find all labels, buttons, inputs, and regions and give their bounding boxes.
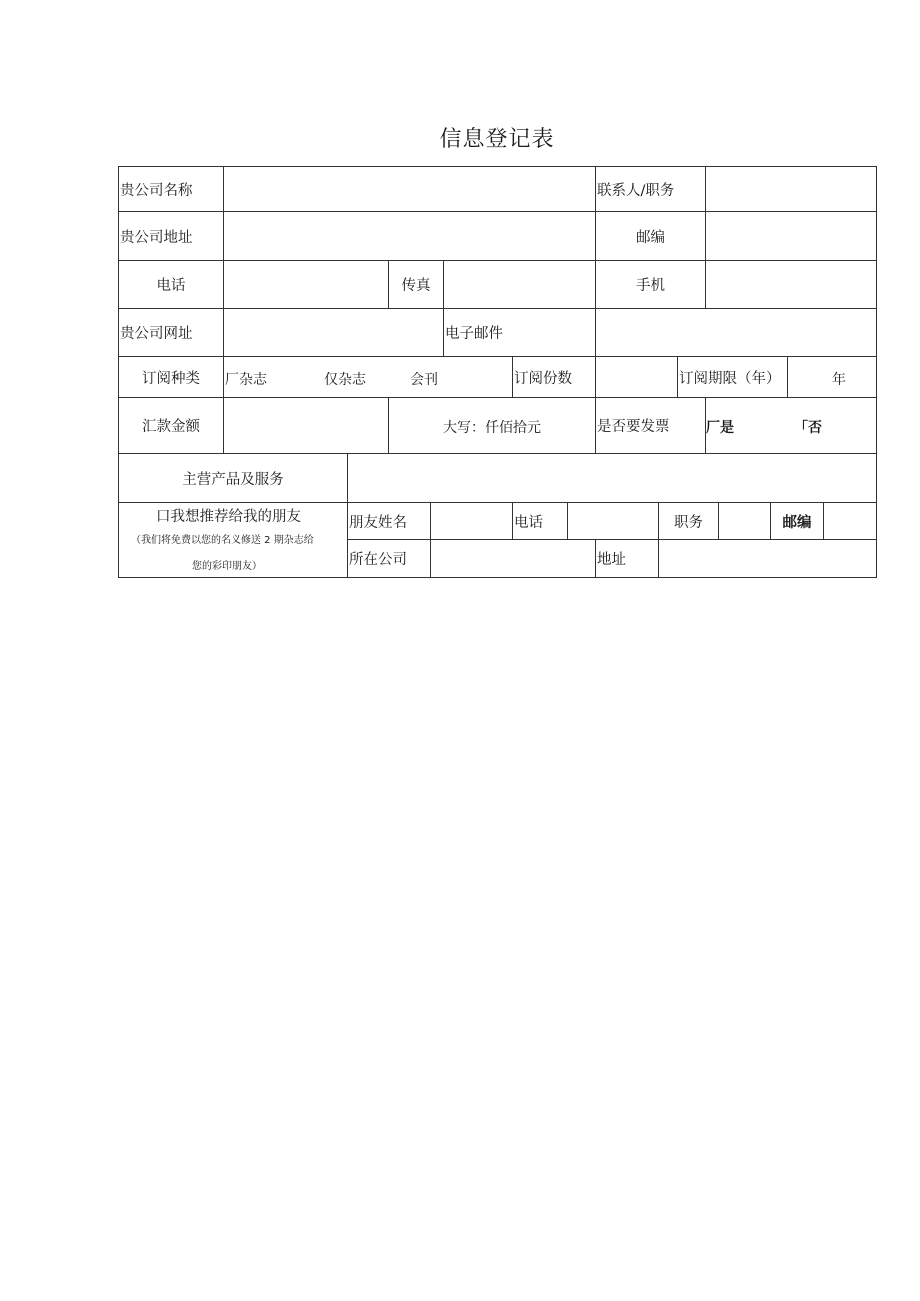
label-fax: 传真 bbox=[388, 260, 444, 309]
label-subscription-copies: 订阅份数 bbox=[512, 356, 596, 398]
recommend-note-line1: （我们将免费以您的名义修送 2 期杂志给 bbox=[131, 535, 314, 546]
friend-phone-field[interactable] bbox=[567, 502, 659, 540]
label-friend-phone: 电话 bbox=[512, 502, 568, 540]
label-mobile: 手机 bbox=[595, 260, 706, 309]
company-name-field[interactable] bbox=[223, 166, 596, 212]
label-friend-postcode: 邮编 bbox=[770, 502, 824, 540]
fax-field[interactable] bbox=[443, 260, 596, 309]
subscription-copies-field[interactable] bbox=[595, 356, 678, 398]
invoice-yes-option[interactable]: 厂是 bbox=[706, 420, 734, 436]
label-friend-name: 朋友姓名 bbox=[347, 502, 431, 540]
option-journal[interactable]: 会刊 bbox=[410, 372, 438, 388]
label-remit-amount: 汇款金额 bbox=[118, 397, 224, 454]
label-need-invoice: 是否要发票 bbox=[595, 397, 706, 454]
friend-position-field[interactable] bbox=[718, 502, 771, 540]
label-contact-position: 联系人/职务 bbox=[595, 166, 706, 212]
label-main-products: 主营产品及服务 bbox=[118, 453, 348, 503]
option-magazine-only[interactable]: 仅杂志 bbox=[324, 372, 366, 388]
label-subscription-period: 订阅期限（年） bbox=[677, 356, 788, 398]
label-website: 贵公司网址 bbox=[118, 308, 224, 357]
label-postcode: 邮编 bbox=[595, 211, 706, 261]
recommend-note-line2: 您的彩印朋友） bbox=[192, 561, 262, 572]
email-field[interactable] bbox=[595, 308, 877, 357]
mobile-field[interactable] bbox=[705, 260, 877, 309]
company-address-field[interactable] bbox=[223, 211, 596, 261]
label-friend-position: 职务 bbox=[658, 502, 719, 540]
label-company-name: 贵公司名称 bbox=[118, 166, 224, 212]
recommend-friend-checkbox[interactable]: 口我想推荐给我的朋友 bbox=[156, 509, 301, 525]
friend-company-field[interactable] bbox=[430, 539, 596, 578]
label-subscription-type: 订阅种类 bbox=[118, 356, 224, 398]
form-title: 信息登记表 bbox=[439, 127, 555, 152]
friend-name-field[interactable] bbox=[430, 502, 513, 540]
contact-position-field[interactable] bbox=[705, 166, 877, 212]
label-company-address: 贵公司地址 bbox=[118, 211, 224, 261]
main-products-field[interactable] bbox=[347, 453, 877, 503]
label-friend-address: 地址 bbox=[595, 539, 659, 578]
remit-amount-field[interactable] bbox=[223, 397, 389, 454]
year-unit: 年 bbox=[832, 372, 846, 388]
website-field[interactable] bbox=[223, 308, 444, 357]
option-magazine[interactable]: 厂杂志 bbox=[225, 372, 267, 388]
label-capital-amount: 大写：仟佰拾元 bbox=[443, 420, 541, 436]
friend-postcode-field[interactable] bbox=[823, 502, 877, 540]
label-phone: 电话 bbox=[118, 260, 224, 309]
postcode-field[interactable] bbox=[705, 211, 877, 261]
invoice-no-option[interactable]: 「否 bbox=[794, 420, 822, 436]
label-email: 电子邮件 bbox=[443, 308, 596, 357]
label-friend-company: 所在公司 bbox=[347, 539, 431, 578]
friend-address-field[interactable] bbox=[658, 539, 877, 578]
phone-field[interactable] bbox=[223, 260, 389, 309]
